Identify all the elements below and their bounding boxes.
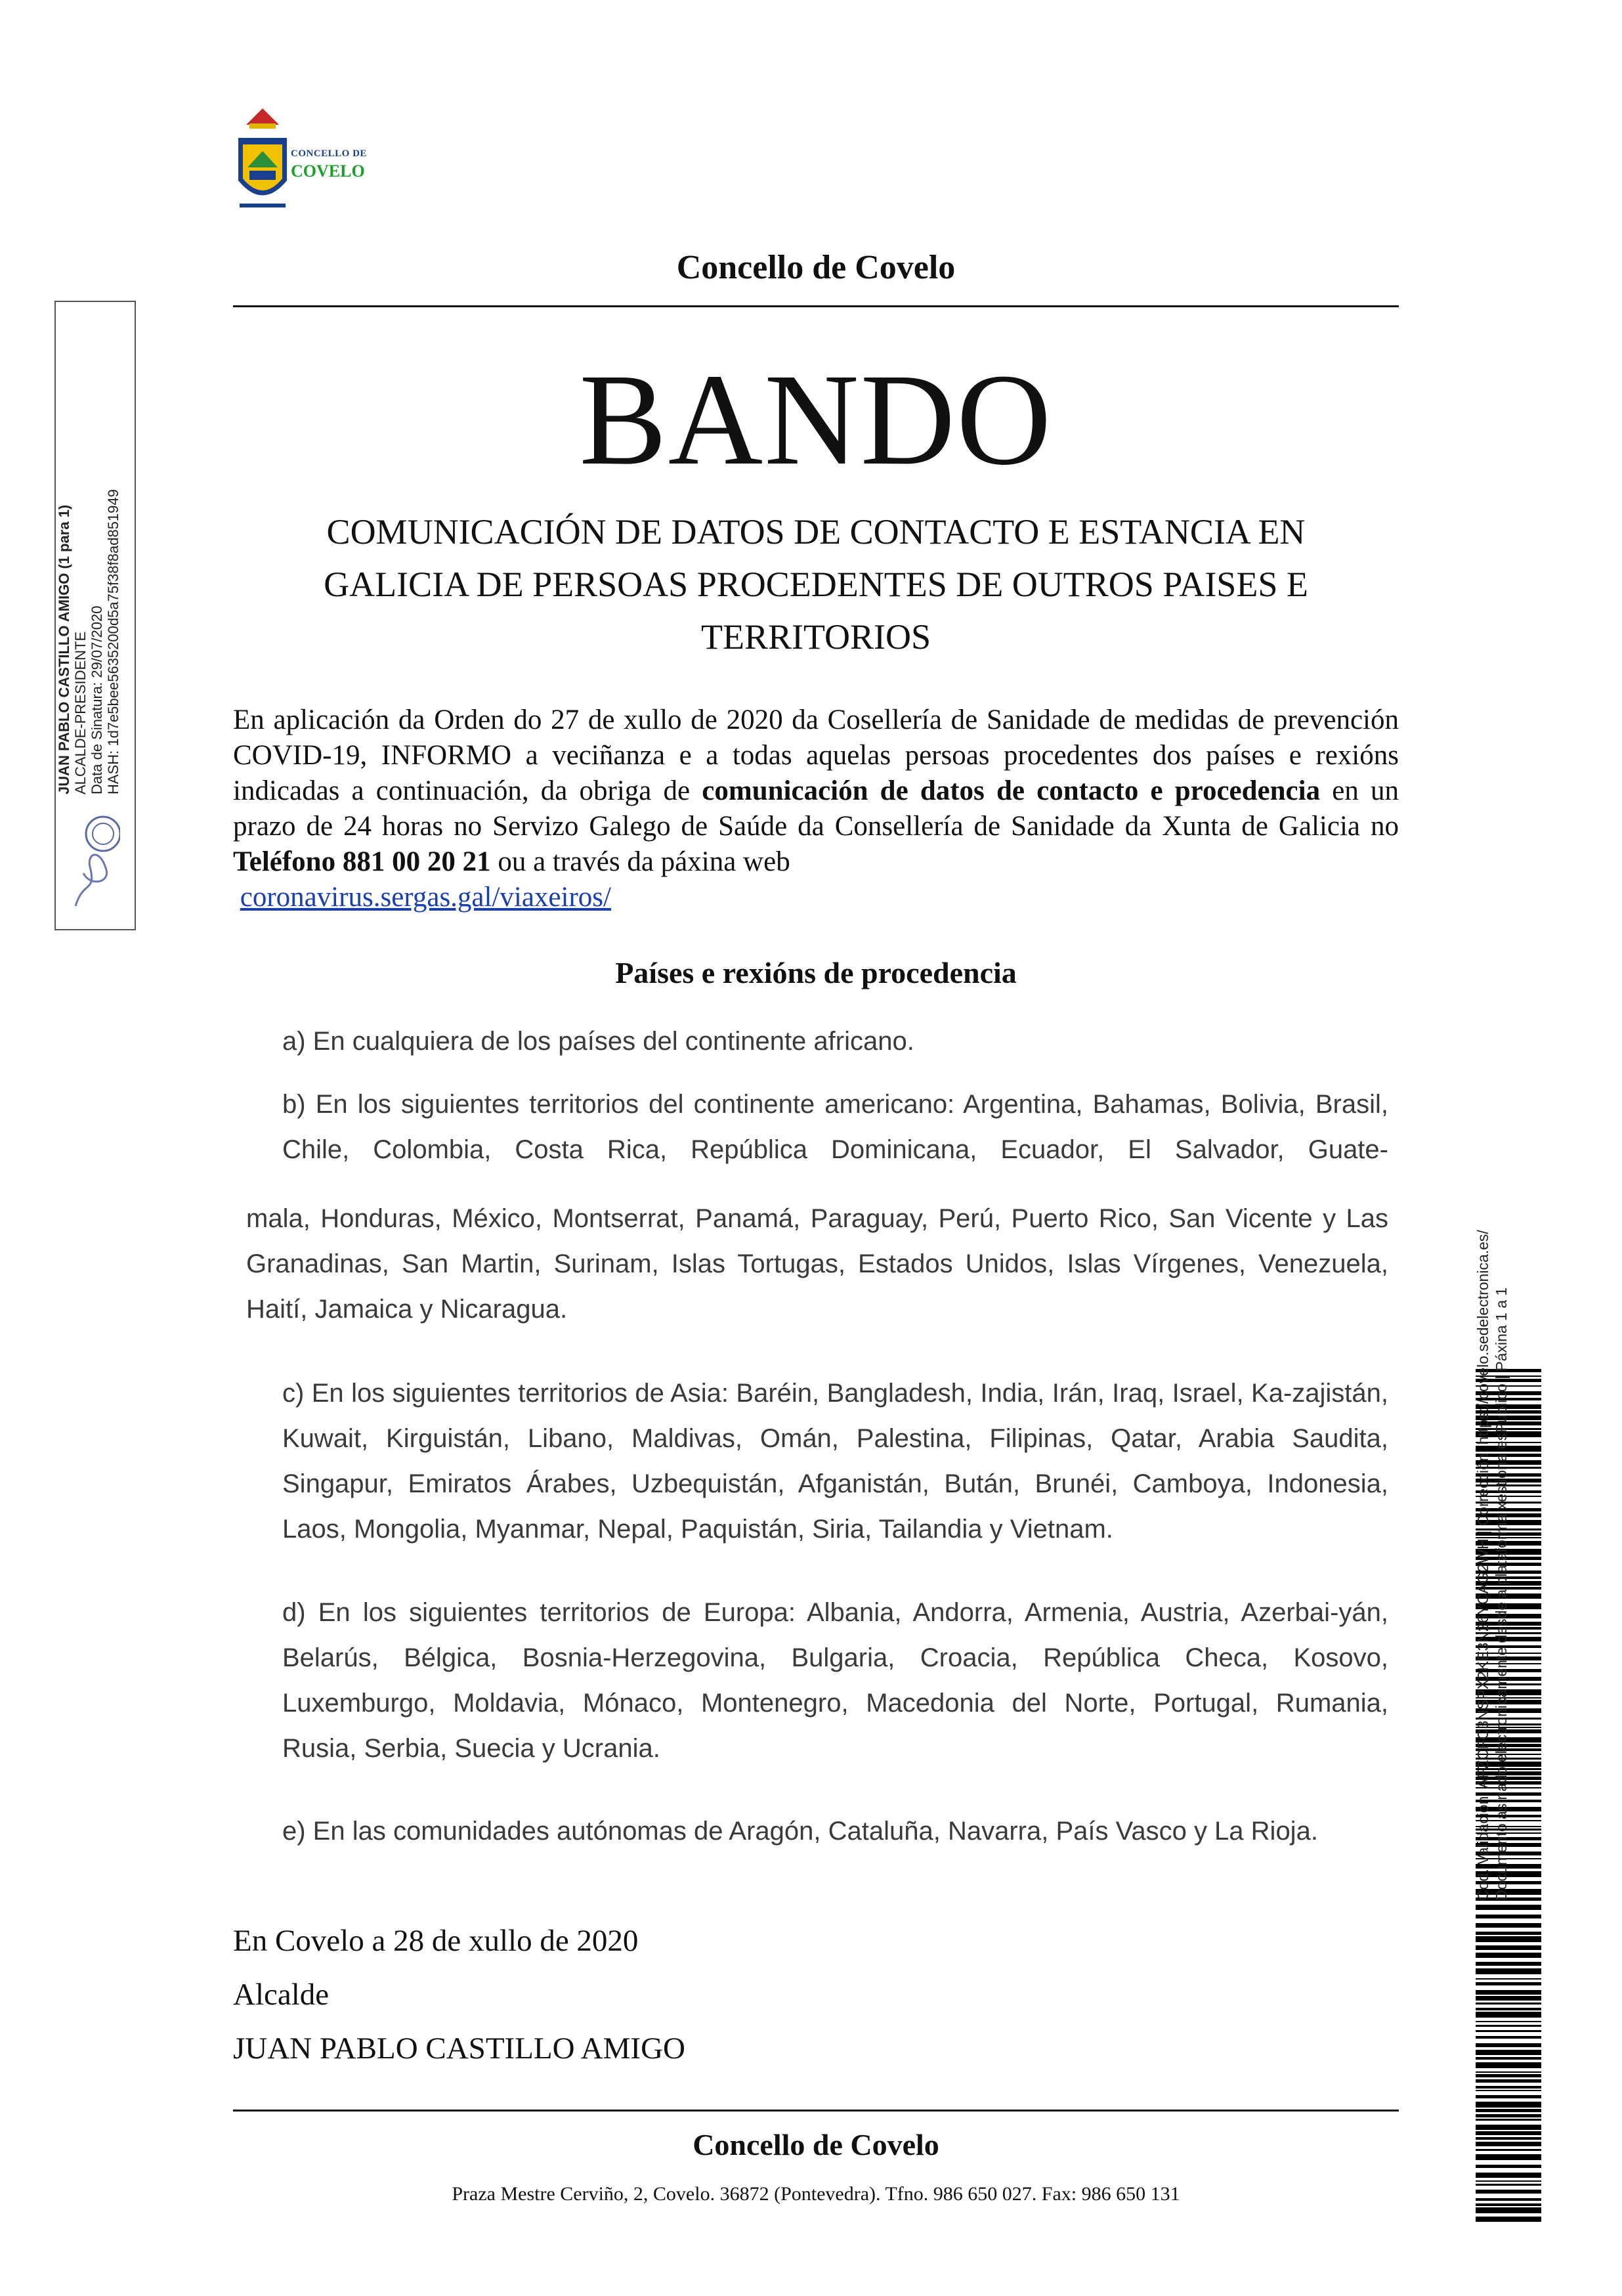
barcode-bar (1476, 2036, 1541, 2039)
subtitle-line2: GALICIA DE PERSOAS PROCEDENTES DE OUTROS PAISES E (324, 565, 1308, 604)
handwritten-signature (75, 855, 107, 906)
barcode-bar (1476, 2125, 1541, 2130)
list-item-b-text1: b) En los siguientes territorios del continente americano: Argentina, Bahamas, Bolivia, Brasil, Chile, Colombia, Costa Rica, República Dominicana, Ecuador, El Salvador, Guate- (282, 1090, 1388, 1164)
signature-line4: HASH: 1d7e5bee5635200d5a75f38f8ad851949 (105, 489, 121, 794)
barcode-bar (1476, 2180, 1541, 2182)
concello-logo (233, 105, 391, 217)
coat-of-arms-logo (233, 105, 292, 217)
seal-stamp-icon (70, 808, 120, 913)
barcode-bar (1476, 1968, 1541, 1974)
barcode-bar (1476, 1953, 1541, 1958)
barcode-bar (1476, 1923, 1541, 1928)
barcode-bar (1476, 2090, 1541, 2091)
logo-text-line1: CONCELLO DE (291, 148, 367, 159)
intro-text-part1: En aplicación da Orden do 27 de xullo de 2020 da Cosellería de Sanidade de medidas de prevención COVID-19, INFORMO a veciñanza e a todas aquelas persoas procedentes dos países e rexións indicadas a continuación, da obriga de (233, 704, 1399, 806)
intro-text-part3: ou a través da páxina web (490, 846, 790, 877)
barcode-bar (1476, 1936, 1541, 1942)
signature-stamp-box (54, 301, 136, 930)
barcode-bar (1476, 1932, 1541, 1935)
barcode-bar (1476, 2190, 1541, 2194)
barcode-bar (1476, 1996, 1541, 2001)
barcode-bar (1476, 2109, 1541, 2112)
sergas-link[interactable]: coronavirus.sergas.gal/viaxeiros/ (240, 882, 611, 913)
barcode-bar (1476, 1982, 1541, 1985)
barcode-bar (1476, 2119, 1541, 2121)
barcode-bar (1476, 2079, 1541, 2083)
barcode-bar (1476, 2062, 1541, 2068)
header-title: Concello de Covelo (676, 249, 956, 286)
bando-title: BANDO (579, 347, 1053, 492)
section-title: Países e rexións de procedencia (615, 956, 1017, 989)
barcode-bar (1476, 2021, 1541, 2022)
barcode-bar (1476, 2071, 1541, 2073)
barcode-bar (1476, 1905, 1541, 1910)
barcode-bar (1476, 2025, 1541, 2027)
subtitle-line3: TERRITORIOS (700, 617, 931, 657)
barcode-bar (1476, 1978, 1541, 1980)
footer-divider (233, 2110, 1399, 2112)
list-item-a-text: a) En cualquiera de los países del continente africano. (282, 1027, 914, 1056)
barcode-bar (1476, 2003, 1541, 2004)
barcode-bar (1476, 1962, 1541, 1966)
list-item-d (246, 1590, 1388, 1771)
header-divider (233, 305, 1399, 307)
barcode-bar (1476, 2012, 1541, 2018)
closing-place-date: En Covelo a 28 de xullo de 2020 (233, 1924, 639, 1958)
footer-address: Praza Mestre Cerviño, 2, Covelo. 36872 (Pontevedra). Tfno. 986 650 027. Fax: 986 650 131 (452, 2183, 1180, 2205)
barcode-bar (1476, 2198, 1541, 2201)
barcode-bar (1476, 2086, 1541, 2089)
barcode-bar (1476, 2173, 1541, 2178)
barcode-bar (1476, 2008, 1541, 2010)
closing-block (233, 1914, 685, 2075)
list-item-e-text: e) En las comunidades autónomas de Aragón, Cataluña, Navarra, País Vasco y La Rioja. (282, 1817, 1318, 1846)
barcode-bar (1476, 2114, 1541, 2117)
barcode-bar (1476, 2137, 1541, 2140)
closing-name: JUAN PABLO CASTILLO AMIGO (233, 2031, 685, 2066)
footer-title: Concello de Covelo (693, 2128, 939, 2161)
barcode-bar (1476, 2203, 1541, 2206)
barcode-bar (1476, 2095, 1541, 2098)
intro-text-part2: en un prazo de 24 horas no Servizo Galego de Saúde da Consellería de Sanidade da Xunta de Galicia no (233, 775, 1399, 842)
validation-line1: Cod. Validación: AFZCFC3NSPX2KE3N26YCAG2WH | Corrección: https://covelo.sedelectronica.es/ (1474, 1230, 1491, 1901)
barcode-bar (1476, 2207, 1541, 2213)
list-item-b-text2: mala, Honduras, México, Montserrat, Panamá, Paraguay, Perú, Puerto Rico, San Vicente y Las Granadinas, San Martin, Surinam, Islas Tortugas, Estados Unidos, Islas Vírgenes, Venezuela, Haití, Jamaica y Nicaragua. (246, 1204, 1388, 1324)
barcode-bar (1476, 2165, 1541, 2168)
closing-role: Alcalde (233, 1978, 330, 2012)
subtitle-line1: COMUNICACIÓN DE DATOS DE CONTACTO E ESTANCIA EN (326, 512, 1306, 552)
barcode-bar (1476, 2050, 1541, 2055)
validation-text (1474, 1172, 1539, 1901)
barcode-bar (1476, 2043, 1541, 2047)
list-item-c (246, 1371, 1388, 1552)
signature-text (56, 190, 135, 794)
validation-line2: Documento asinado electronicamente desde a plataforma xestiona esPublico | Páxina 1 a 1 (1493, 1287, 1510, 1901)
list-item-d-text: d) En los siguientes territorios de Europa: Albania, Andorra, Armenia, Austria, Azerbai-yán, Belarús, Bélgica, Bosnia-Herzegovina, Bulgaria, Croacia, República Checa, Kosovo, Luxemburgo, Moldavia, Mónaco, Montenegro, Macedonia del Norte, Portugal, Rumania, Rusia, Serbia, Suecia y Ucrania. (282, 1598, 1388, 1763)
barcode-bar (1476, 1990, 1541, 1995)
list-item-b (246, 1082, 1388, 1173)
list-item-a (246, 1019, 1388, 1064)
signature-line1: JUAN PABLO CASTILLO AMIGO (1 para 1) (56, 504, 72, 794)
signature-line2: ALCALDE-PRESIDENTE (72, 631, 89, 794)
barcode-bar (1476, 2131, 1541, 2135)
barcode-bar (1476, 1945, 1541, 1950)
barcode-bar (1476, 2184, 1541, 2186)
list-item-b-cont (246, 1196, 1388, 1332)
barcode-bar (1476, 2142, 1541, 2146)
signature-line3: Data de Sinatura: 29/07/2020 (89, 605, 105, 794)
barcode-bar (1476, 2154, 1541, 2160)
intro-phone: Teléfono 881 00 20 21 (233, 846, 491, 877)
barcode-bar (1476, 2057, 1541, 2060)
intro-paragraph (233, 703, 1399, 915)
barcode-bar (1476, 2030, 1541, 2032)
barcode-bar (1476, 1915, 1541, 1918)
intro-bold-contact: comunicación de datos de contacto e procedencia (702, 775, 1321, 806)
barcode-bar (1476, 2217, 1541, 2222)
barcode-bar (1476, 2102, 1541, 2108)
list-item-c-text: c) En los siguientes territorios de Asia: Baréin, Bangladesh, India, Irán, Iraq, Israel, Ka-zajistán, Kuwait, Kirguistán, Libano, Maldivas, Omán, Palestina, Filipinas, Qatar, Arabia Saudita, Singapur, Emiratos Árabes, Uzbequistán, Afganistán, Bután, Brunéi, Camboya, Indonesia, Laos, Mongolia, Myanmar, Nepal, Paquistán, Siria, Tailandia y Vietnam. (282, 1379, 1388, 1544)
bando-subtitle (259, 506, 1373, 663)
logo-text-line2: COVELO (291, 162, 365, 181)
barcode-bar (1476, 2074, 1541, 2077)
barcode-bar (1476, 2149, 1541, 2151)
list-item-e (246, 1809, 1388, 1854)
